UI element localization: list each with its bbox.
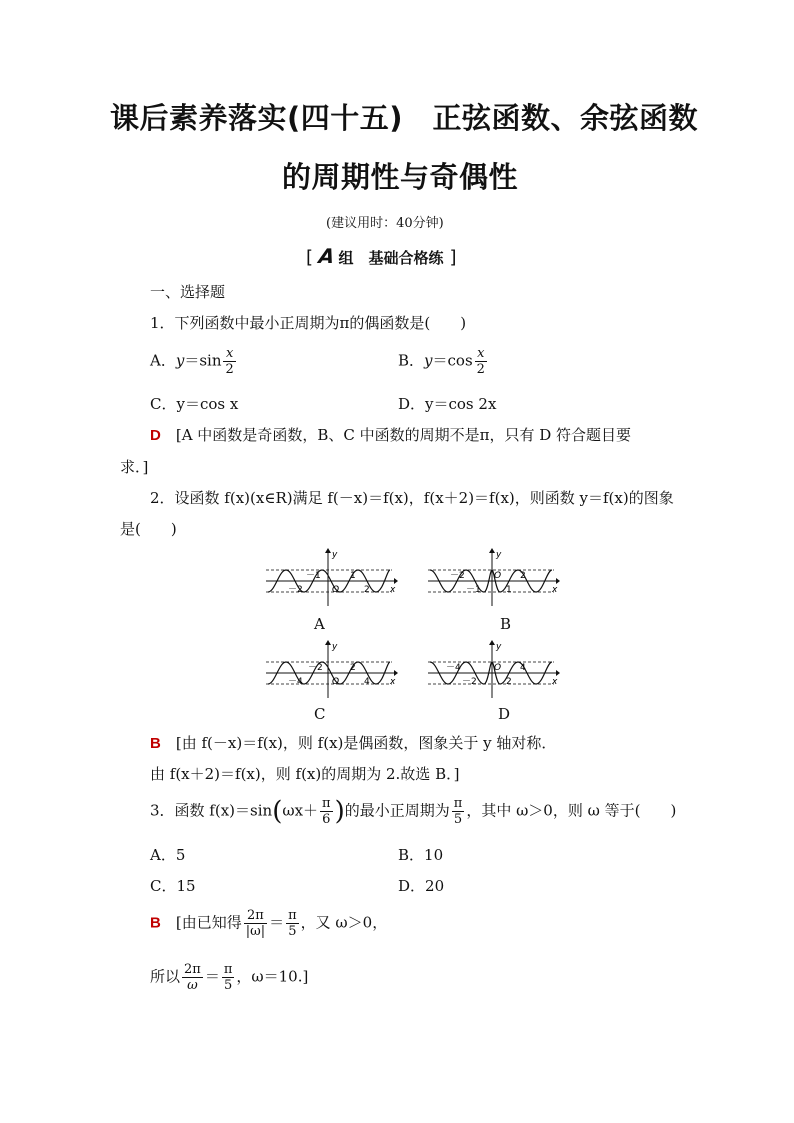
bracket-right: ]	[449, 247, 457, 268]
graph-d	[428, 640, 560, 700]
svg-text:y: y	[332, 550, 338, 560]
time-hint: (建议用时：40分钟)	[326, 216, 444, 231]
q3-answer-letter: B	[150, 914, 161, 932]
svg-text:4: 4	[364, 677, 370, 687]
svg-text:y: y	[332, 642, 338, 652]
svg-text:y: y	[496, 550, 502, 560]
q2-stem-cont: 是( )	[120, 520, 177, 538]
q1-option-b: B．y＝cos $\frac{x}{2}$	[398, 346, 485, 377]
page-title-line1: 课后素养落实(四十五) 正弦函数、余弦函数	[110, 101, 699, 135]
svg-text:－2: －2	[308, 663, 323, 673]
svg-text:O: O	[494, 571, 502, 581]
graph-c	[266, 640, 398, 700]
svg-text:x: x	[390, 585, 396, 595]
q1-answer: D [A 中函数是奇函数，B、C 中函数的周期不是π，只有 D 符合题目要	[150, 426, 632, 444]
q2-stem: 2．设函数 f(x)(x∈R)满足 f(－x)＝f(x)，f(x＋2)＝f(x)，则函数 y＝f(x)的图象	[150, 489, 674, 507]
q3-option-b: B．10	[398, 846, 444, 864]
graph-b	[428, 548, 560, 608]
page-title-line2: 的周期性与奇偶性	[282, 160, 519, 194]
q1-option-c: C．y＝cos x	[150, 395, 239, 413]
q2-answer-letter: B	[150, 735, 161, 752]
svg-text:x: x	[390, 677, 396, 687]
group-label: 组 基础合格练	[338, 249, 444, 267]
q3-option-d: D．20	[398, 877, 445, 895]
svg-text:O: O	[494, 663, 502, 673]
svg-text:O: O	[332, 677, 340, 687]
q1-stem: 1．下列函数中最小正周期为π的偶函数是( )	[150, 314, 467, 332]
svg-text:－4: －4	[288, 677, 303, 687]
svg-text:2: 2	[506, 677, 512, 687]
group-heading	[306, 244, 457, 268]
q1-answer-letter: D	[150, 427, 161, 444]
q3-answer-cont: 所以 $\frac{2\pi}{\omega}$ ＝ $\frac{\pi}{5}$ ，ω＝10.]	[150, 962, 309, 993]
q3-answer: B [由已知得 $\frac{2\pi}{|\omega|}$ ＝ $\frac{\pi}{5}$ ，又 ω＞0，	[150, 908, 388, 939]
svg-text:1: 1	[506, 585, 512, 595]
svg-text:x: x	[552, 585, 558, 595]
q2-answer: B [由 f(－x)＝f(x)，则 f(x)是偶函数，图象关于 y 轴对称．	[150, 734, 557, 752]
svg-text:－4: －4	[446, 663, 461, 673]
section-heading: 一、选择题	[150, 283, 226, 301]
graph-a-label: A	[314, 615, 325, 633]
q3-option-a: A．5	[150, 846, 186, 864]
graph-c-label: C	[314, 705, 326, 723]
graph-d-label: D	[498, 705, 511, 723]
graph-b-label: B	[500, 615, 512, 633]
q1-option-a: A．y＝sin $\frac{x}{2}$	[150, 346, 234, 377]
svg-text:O: O	[332, 585, 340, 595]
svg-text:－2: －2	[450, 571, 465, 581]
q1-answer-cont: 求．]	[120, 458, 149, 476]
svg-text:1: 1	[350, 571, 356, 581]
graph-a	[266, 548, 398, 608]
svg-text:2: 2	[520, 571, 526, 581]
q3-option-c: C．15	[150, 877, 196, 895]
q2-answer-cont: 由 f(x＋2)＝f(x)，则 f(x)的周期为 2.故选 B．]	[150, 765, 460, 783]
bracket-left: [	[306, 247, 314, 268]
svg-text:y: y	[496, 642, 502, 652]
svg-text:－1: －1	[466, 585, 481, 595]
group-letter: A	[317, 244, 337, 268]
svg-text:2: 2	[350, 663, 356, 673]
svg-text:－2: －2	[288, 585, 303, 595]
svg-text:4: 4	[520, 663, 526, 673]
svg-text:x: x	[552, 677, 558, 687]
q3-stem: 3．函数 f(x)＝sin(ωx＋ $\frac{\pi}{6}$ )的最小正周期为 $\frac{\pi}{5}$ ，其中 ω＞0，则 ω 等于( )	[150, 796, 677, 827]
svg-text:－2: －2	[462, 677, 477, 687]
svg-text:2: 2	[364, 585, 370, 595]
svg-text:－1: －1	[306, 571, 321, 581]
q1-option-d: D．y＝cos 2x	[398, 395, 497, 413]
